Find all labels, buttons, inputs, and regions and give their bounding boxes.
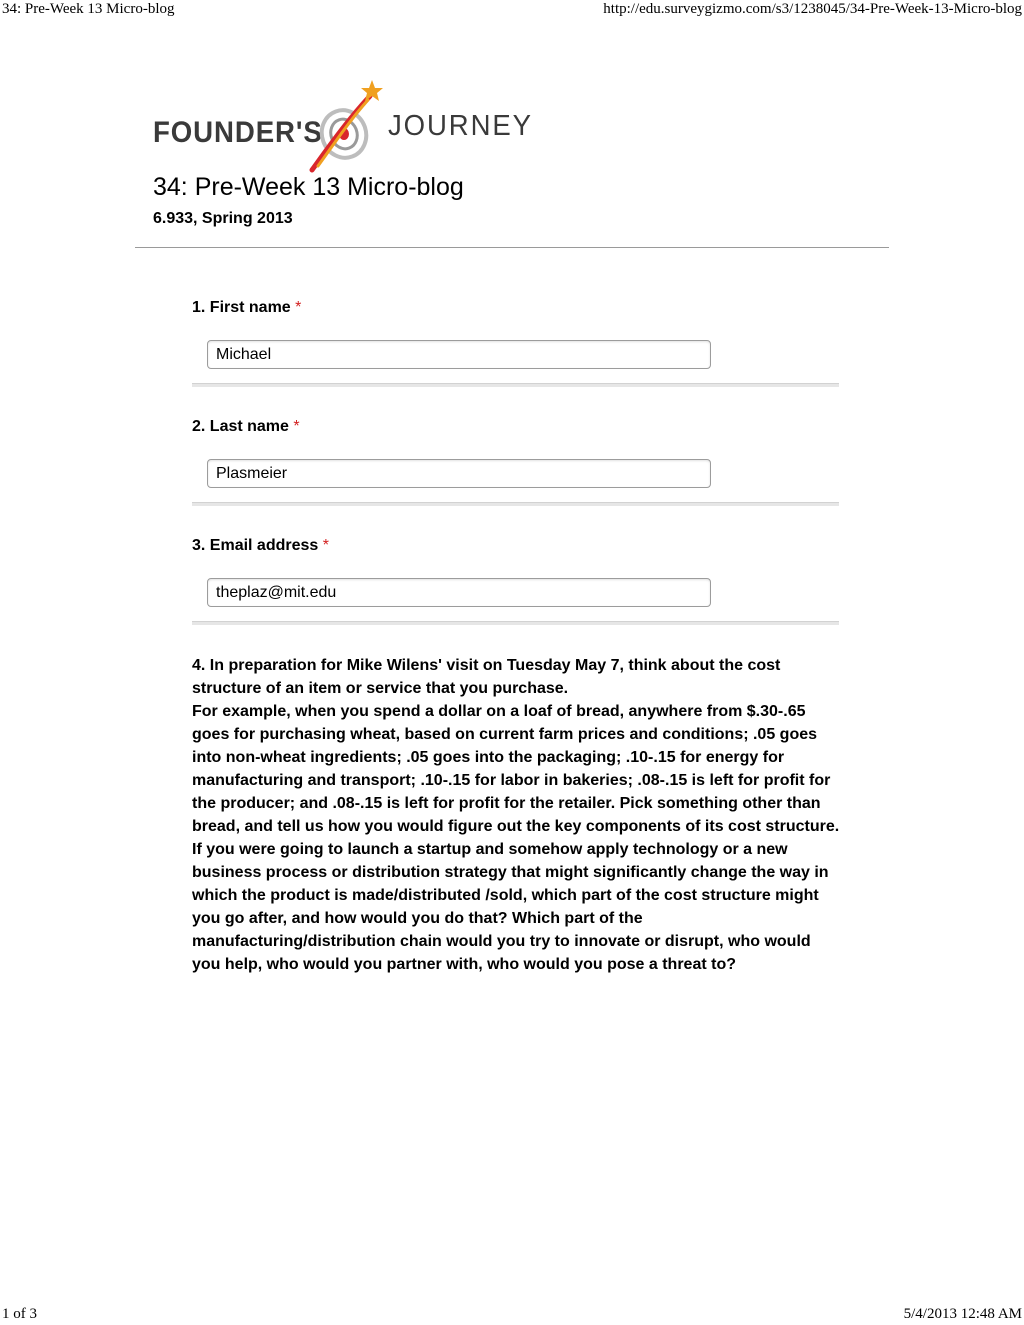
- question-3-label: [192, 537, 329, 555]
- required-marker: *: [295, 299, 302, 316]
- page-subtitle: 6.933, Spring 2013: [153, 210, 293, 227]
- question-3-text: 3. Email address: [192, 537, 319, 554]
- logo-right-word: JOURNEY: [388, 110, 533, 142]
- swirl-star-icon: [306, 78, 386, 174]
- question-1-label: [192, 299, 301, 317]
- logo-left-word: FOUNDER'S: [153, 116, 323, 149]
- print-header-title: 34: Pre-Week 13 Micro-blog: [2, 1, 175, 17]
- question-4-prompt: 4. In preparation for Mike Wilens' visit on Tuesday May 7, think about the cost structure of an item or service that you purchase.: [192, 657, 781, 697]
- question-4-details: For example, when you spend a dollar on a loaf of bread, anywhere from $.30-.65 goes for purchasing wheat, based on current farm prices and conditions; .05 goes into non-wheat ingredients; .05 goes into the packaging; .10-.15 for energy for manufacturing and transport; .10-.15 for labor in bakeries; .08-.15 is left for profit for the producer; and .08-.15 is left for profit for the retailer. Pick something other than bread, and tell us how you would figure out the key components of its cost structure. If you were going to launch a startup and somehow apply technology or a new business process or distribution strategy that might significantly change the way in which the product is made/distributed /sold, which part of the cost structure might you go after, and how would you do that? Which part of the manufacturing/distribution chain would you try to innovate or disrupt, who would you help, who would you partner with, who would you pose a threat to?: [192, 703, 840, 973]
- question-4-label: [192, 654, 842, 976]
- print-footer-datetime: 5/4/2013 12:48 AM: [903, 1306, 1022, 1322]
- print-header-url: http://edu.surveygizmo.com/s3/1238045/34-Pre-Week-13-Micro-blog: [603, 1, 1022, 17]
- first-name-input[interactable]: Michael: [207, 340, 711, 369]
- print-footer-page: 1 of 3: [2, 1306, 37, 1322]
- question-2-label: [192, 418, 300, 436]
- question-divider: [192, 383, 839, 387]
- question-divider: [192, 502, 839, 506]
- question-1-text: 1. First name: [192, 299, 291, 316]
- question-2-text: 2. Last name: [192, 418, 289, 435]
- question-divider: [192, 621, 839, 625]
- email-address-input[interactable]: theplaz@mit.edu: [207, 578, 711, 607]
- founders-journey-logo: [152, 78, 533, 174]
- required-marker: *: [293, 418, 300, 435]
- required-marker: *: [322, 537, 329, 554]
- header-divider: [135, 247, 889, 248]
- last-name-input[interactable]: Plasmeier: [207, 459, 711, 488]
- page-title: 34: Pre-Week 13 Micro-blog: [153, 173, 464, 201]
